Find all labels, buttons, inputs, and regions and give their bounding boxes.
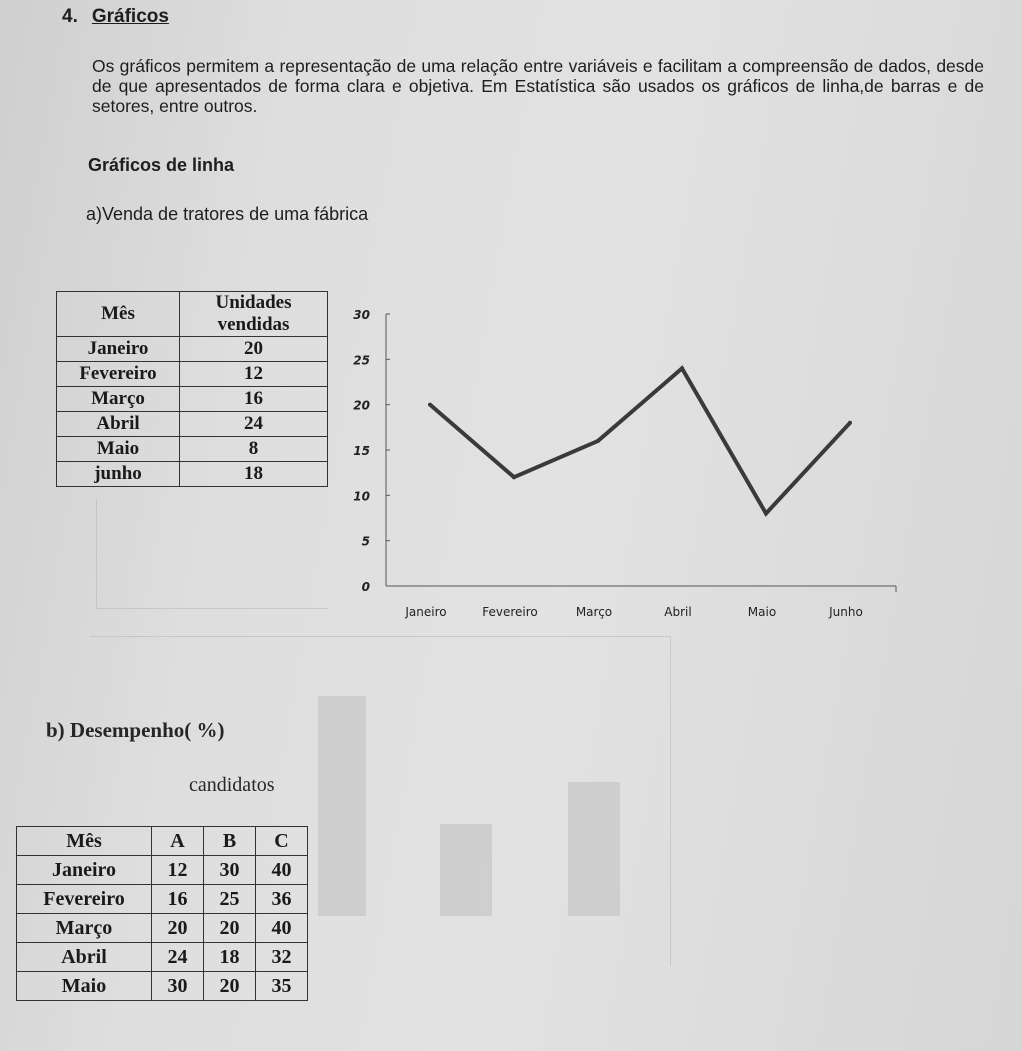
show-through-line [96,608,328,609]
table-cell: Maio [57,437,180,462]
table-cell: Fevereiro [57,362,180,387]
table-header-cell: Unidades vendidas [180,292,328,337]
table-row [17,972,308,1001]
table-cell: 36 [256,885,308,914]
table-cell: 18 [180,462,328,487]
table-cell: 12 [180,362,328,387]
table-cell: 35 [256,972,308,1001]
table-cell: 32 [256,943,308,972]
table-cell: Janeiro [17,856,152,885]
table-header-row [57,292,328,337]
show-through-bar [440,824,492,916]
table-row [17,856,308,885]
data-point [512,475,516,479]
table-row [57,437,328,462]
table-header-cell: Mês [17,827,152,856]
table-header-cell: A [152,827,204,856]
tractor-sales-table [56,291,328,487]
data-point [848,421,852,425]
table-row [57,412,328,437]
table-cell: 12 [152,856,204,885]
show-through-line [670,636,671,966]
subheading-line-charts: Gráficos de linha [88,155,235,175]
table-cell: Maio [17,972,152,1001]
table-row [57,337,328,362]
table-header-cell: Mês [57,292,180,337]
section-number: 4. [62,6,78,27]
y-tick-label: 5 [361,534,370,549]
table-cell: 24 [180,412,328,437]
table-cell: 40 [256,914,308,943]
table-cell: Fevereiro [17,885,152,914]
data-point [764,511,768,515]
x-tick-label: Fevereiro [482,605,538,619]
section-heading [62,6,169,28]
table-cell: 25 [204,885,256,914]
table-cell: 20 [152,914,204,943]
y-tick-label: 10 [353,489,370,504]
data-point [596,439,600,443]
table-row [17,943,308,972]
table-cell: Janeiro [57,337,180,362]
show-through-line [90,636,670,637]
intro-paragraph: Os gráficos permitem a representação de uma relação entre variáveis e facilitam a compreensão de dados, desde de que apresentados de forma clara e objetiva. Em Estatística são usados os gráficos de linha,de barras e de setores, entre outros. [92,56,984,116]
y-tick-label: 20 [353,398,370,413]
table-cell: junho [57,462,180,487]
section-title: Gráficos [91,6,169,27]
candidates-label: candidatos [189,774,275,796]
table-header-cell: B [204,827,256,856]
table-header-row [17,827,308,856]
tractor-sales-line-chart [330,290,910,630]
show-through-bar [568,782,620,916]
table-cell: Março [17,914,152,943]
table-header-cell: C [256,827,308,856]
table-cell: Abril [17,943,152,972]
table-cell: 20 [180,337,328,362]
x-tick-label: Maio [747,605,777,619]
data-point [428,403,432,407]
y-tick-label: 25 [353,353,370,368]
table-cell: 30 [204,856,256,885]
table-row [17,914,308,943]
table-row [57,362,328,387]
x-tick-label: Junho [829,605,863,619]
x-tick-label: Abril [664,605,692,619]
table-cell: 24 [152,943,204,972]
table-cell: 18 [204,943,256,972]
table-row [57,387,328,412]
table-cell: 20 [204,972,256,1001]
x-tick-label: Março [575,605,613,619]
table-cell: 16 [152,885,204,914]
table-cell: 20 [204,914,256,943]
x-tick-label: Janeiro [405,605,447,619]
show-through-bar [318,696,366,916]
table-cell: Março [57,387,180,412]
table-row [57,462,328,487]
y-tick-label: 30 [353,308,370,322]
table-cell: 40 [256,856,308,885]
table-cell: 8 [180,437,328,462]
table-cell: Abril [57,412,180,437]
table-cell: 16 [180,387,328,412]
y-tick-label: 15 [353,444,370,458]
y-tick-label: 0 [361,580,370,594]
table-row [17,885,308,914]
part-a-caption: a)Venda de tratores de uma fábrica [86,204,369,224]
sales-series-line [430,368,850,513]
show-through-line [96,500,97,608]
table-cell: 30 [152,972,204,1001]
part-b-caption: b) Desempenho( %) [46,718,225,742]
data-point [680,366,684,370]
performance-table [16,826,308,1001]
